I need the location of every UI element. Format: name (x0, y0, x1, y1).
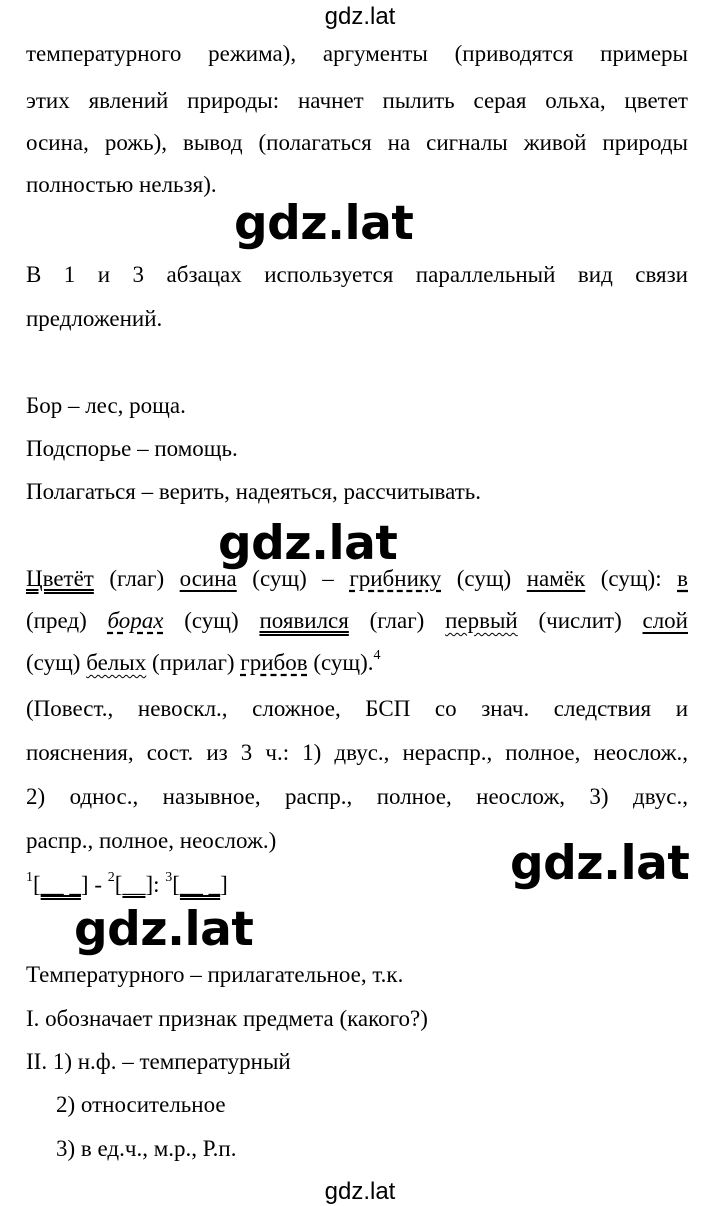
bracket: [ (33, 872, 41, 897)
pos-label: (сущ) (441, 566, 527, 591)
subject-word: намёк (526, 566, 586, 591)
text-line: температурного режима), аргументы (приводятся примеры (26, 41, 688, 66)
bracket: [ (114, 872, 123, 897)
text-line: этих явлений природы: начнет пылить серая ольха, цветет (26, 88, 688, 113)
parse-line-3 (26, 650, 688, 676)
object-word: грибов (240, 650, 308, 675)
text-line: предложений. (26, 306, 163, 331)
pos-label: (сущ) – (236, 566, 350, 591)
sentence-schema (26, 872, 688, 898)
morph-line: 2) относительное (56, 1092, 226, 1117)
predicate-word: появился (259, 608, 349, 633)
synonym-line: Полагаться – верить, надеяться, рассчитывать. (26, 479, 481, 504)
pos-label: (глаг) (93, 566, 180, 591)
attribute-word: белых (86, 650, 147, 675)
parse-line-1 (26, 566, 688, 592)
watermark-large-2: gdz.lat (218, 516, 398, 571)
bracket: ] (80, 872, 89, 897)
bracket: [ (172, 872, 180, 897)
predicate-word: Цветёт (26, 566, 94, 591)
watermark-large-3: gdz.lat (510, 836, 690, 891)
text-line: осина, рожь), вывод (полагаться на сигналы живой природы (26, 130, 688, 155)
adverbial-word: борах (107, 608, 164, 633)
watermark-large-1: gdz.lat (234, 196, 414, 251)
text-line: В 1 и 3 абзацах используется параллельный вид связи (26, 262, 688, 287)
parse-line-2 (26, 608, 688, 634)
schema-dash: - (88, 872, 108, 897)
watermark-bottom: gdz.lat (324, 1178, 396, 1205)
object-word: грибнику (349, 566, 442, 591)
schema-part-number: 1 (26, 870, 33, 886)
text-line: 2) однос., назывное, распр., полное, неослож, 3) двус., (26, 784, 688, 809)
pos-label: (глаг) (348, 608, 446, 633)
schema-part-number: 2 (107, 870, 115, 886)
bracket: ] (220, 872, 228, 897)
pos-label: (прилаг) (146, 650, 241, 675)
pos-label: (числит) (517, 608, 643, 633)
pos-label: (пред) (26, 608, 108, 633)
text-line: распр., полное, неослож.) (26, 828, 277, 853)
pos-label: (сущ). (307, 650, 374, 675)
subject-word: осина (179, 566, 237, 591)
schema-part-number: 3 (165, 870, 173, 886)
watermark-large-4: gdz.lat (74, 902, 254, 957)
schema-members: __ (122, 872, 146, 897)
subject-word: слой (642, 608, 688, 633)
synonym-line: Бор – лес, роща. (26, 393, 186, 418)
morph-line: Температурного – прилагательное, т.к. (26, 962, 404, 987)
preposition-word: в (677, 566, 688, 591)
attribute-word: первый (445, 608, 518, 633)
watermark-top: gdz.lat (324, 3, 396, 30)
schema-members: __ _ (179, 872, 221, 897)
text-line: полностью нельзя). (26, 172, 217, 197)
text-line: пояснения, сост. из 3 ч.: 1) двус., нераспр., полное, неослож., (26, 740, 688, 765)
pos-label: (сущ) (163, 608, 260, 633)
text-line: (Повест., невоскл., сложное, БСП со знач. следствия и (26, 696, 688, 721)
synonym-line: Подспорье – помощь. (26, 436, 238, 461)
morph-line: II. 1) н.ф. – температурный (26, 1049, 291, 1074)
pos-label: (сущ): (585, 566, 678, 591)
footnote-number: 4 (373, 648, 381, 664)
pos-label: (сущ) (26, 650, 87, 675)
schema-colon: : (153, 872, 166, 897)
schema-members: __ _ (40, 872, 81, 897)
bracket: ] (145, 872, 154, 897)
morph-line: I. обозначает признак предмета (какого?) (26, 1006, 428, 1031)
morph-line: 3) в ед.ч., м.р., Р.п. (56, 1136, 237, 1161)
